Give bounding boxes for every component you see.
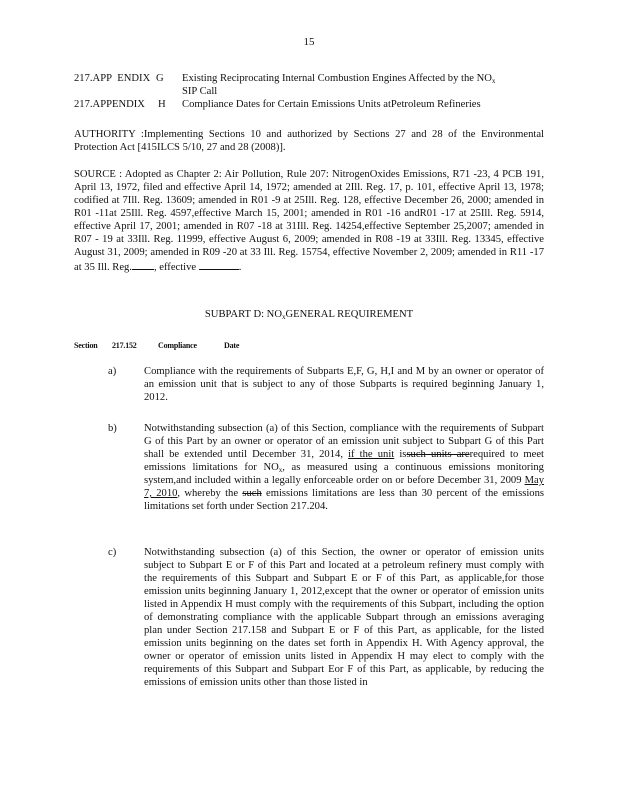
appendix-h-letter: H [158,99,166,110]
appendix-g-row-2 [74,85,544,98]
subsection-b-text: Notwithstanding subsection (a) of this Section, compliance with the requirements of Subpart G of this Part by an owner or operator of an emission unit subject to Subpart G of this Part shall be extended until December 31, 2014, if the unit issuch units arerequired to meet emissions limitations for $NO_x$, as measured using a continuous emissions monitoring system,and included within a legally enforceable order on or before December 31, 2009 May 7, 2010, whereby the such emissions limitations are less than 30 percent of the emissions limitations set forth under Section 217.204. [144,423,545,512]
appendix-h-row [74,98,544,111]
register-page-blank [132,259,154,270]
subsection-a-text: Compliance with the requirements of Subparts E,F, G, H,I and M by an owner or operator of an emission unit that is subject to any of those Subparts is required beginning January 1, 2012. [144,366,544,403]
appendix-g-letter: G [156,73,164,84]
section-title: Compliance [158,341,197,350]
appendix-g-row [74,72,544,85]
authority-note: AUTHORITY :Implementing Sections 10 and authorized by Sections 27 and 28 of the Environmental Protection Act [415ILCS 5/10, 27 and 28 (2008)]. [74,129,544,153]
subsection-c-label: c) [108,547,117,558]
deleted-text: such units are [406,449,470,460]
subpart-heading: SUBPART D: $NO_xGENERAL$ REQUIREMENT [204,309,414,321]
inserted-date: May 7, 2010 [144,475,544,499]
deleted-word: such [242,488,262,499]
section-label: Section [74,341,98,350]
effective-date-blank [199,259,239,270]
subsection-b-label: b) [108,423,117,434]
appendix-g-title: Existing Reciprocating Internal Combustion Engines Affected by the $NO_x$ [182,73,496,85]
appendix-g-code: 217.APP ENDIX [74,73,151,84]
appendix-g-title-line2: SIP Call [182,86,218,97]
source-note: SOURCE : Adopted as Chapter 2: Air Pollution, Rule 207: NitrogenOxides Emissions, R71 -23, 4 PCB 191, April 13, 1972, filed and effective April 14, 1972; amended at 2Ill. Reg. 17, p. 101, effective April 13, 1978; codified at 7Ill. Reg. 13609; amended in R01 -9 at 25Ill. Reg. 128, effective December 26, 2000; amended in R01 -11at 25Ill. Reg. 4597,effective March 15, 2001; amended in R01 -16 andR01 -17 at 25Ill. Reg. 5914, effective April 17, 2001; amended in R07 -18 at 31Ill. Reg. 14254,effective September 25,2007; amended in R07 - 19 at 33Ill. Reg. 11999, effective August 6, 2009; amended in R08 -19 at 33Ill. Reg. 13345, effective August 31, 2009; amended in R09 -20 at 33 Ill. Reg. 15754, effective November 2, 2009; amended in R11 -17 at 35 Ill. Reg. , effective . [74,169,544,273]
section-title-2: Date [224,341,240,350]
appendix-list [74,72,544,111]
page-number: 15 [303,36,315,48]
subsection-c-text: Notwithstanding subsection (a) of this Section, the owner or operator of emission units subject to Subpart E or F of this Part and located at a petroleum refinery must comply with the requirements of this Subpart and Subpart E or F of this Part, as applicable,for those emission units beginning January 1, 2012,except that the owner or operator of emission units listed in Appendix H must comply with the requirements of this Subpart, including the option of demonstrating compliance with the applicable Subpart through an emissions averaging plan under Section 217.158 and Subpart E or F of this Part, as applicable, for the listed emission units beginning on the dates set forth in Appendix H. With Agency approval, the owner or operator of emission units listed in Appendix H may elect to comply with the requirements of this Subpart and Subpart Eor F of this Part, as applicable, by reducing the emissions of emission units other than those listed in [144,547,544,688]
section-number: 217.152 [112,341,137,350]
appendix-h-code: 217.APPENDIX [74,99,145,110]
appendix-h-title: Compliance Dates for Certain Emissions Units atPetroleum Refineries [182,99,481,110]
inserted-text: if the unit [348,449,395,460]
subsection-a-label: a) [108,366,117,377]
